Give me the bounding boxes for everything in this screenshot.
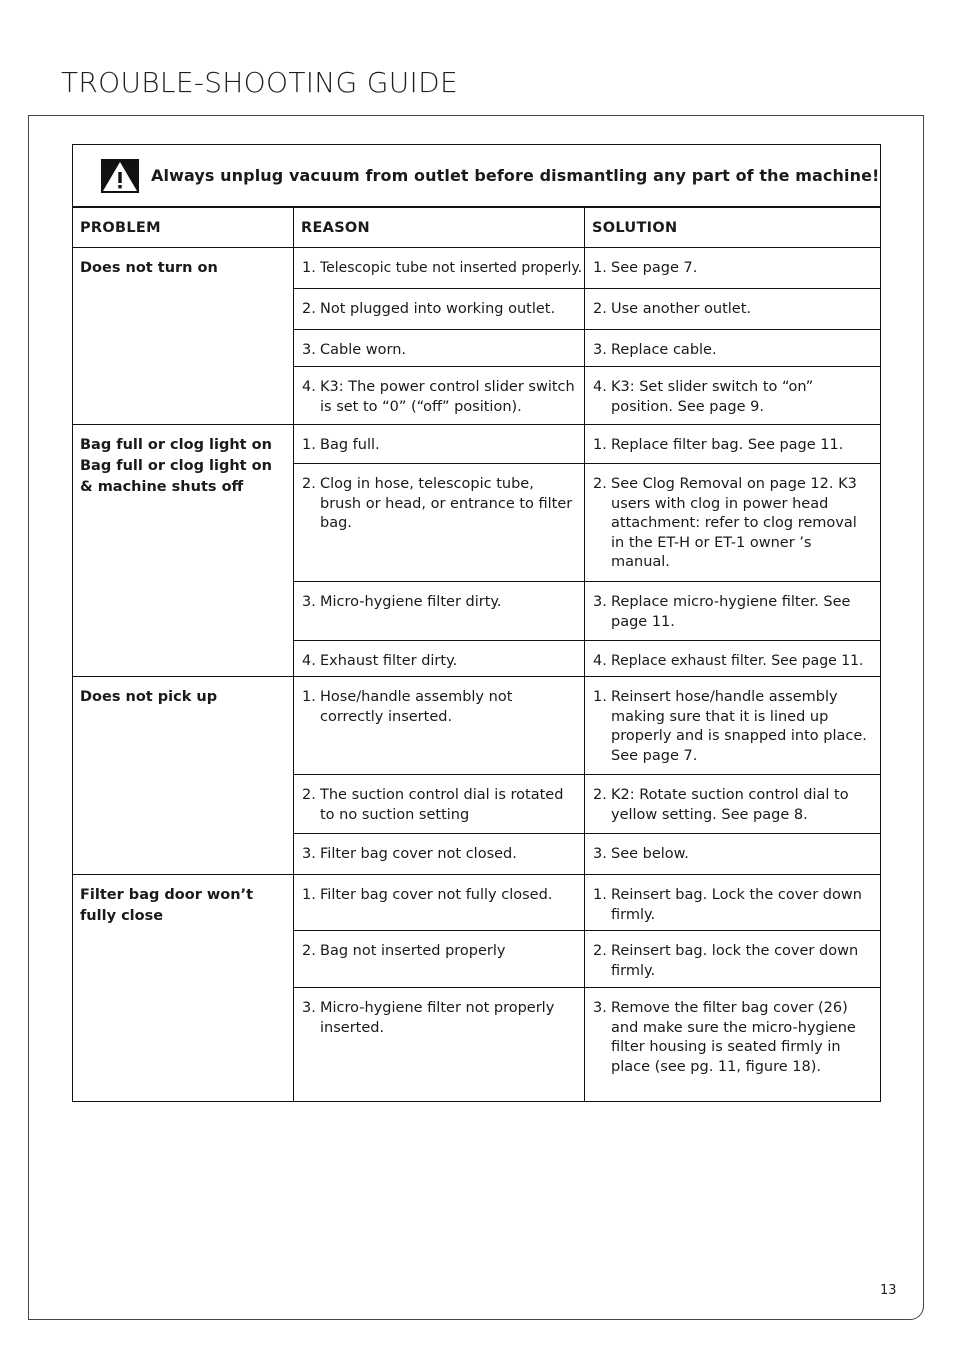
problem-cell: Does not pick up: [73, 677, 294, 875]
page-title: TROUBLE-SHOOTING GUIDE: [61, 66, 458, 99]
reason-cell: 3. Cable worn.: [294, 330, 585, 367]
solution-cell: 1. Reinsert hose/handle assembly making sure that it is lined up properly and is snapped into place. See page 7.: [585, 677, 881, 775]
reason-cell: 1. Hose/handle assembly not correctly inserted.: [294, 677, 585, 775]
solution-cell: 2. See Clog Removal on page 12. K3 users with clog in power head attachment: refer to clog removal in the ET-H or ET-1 owner ’s manual.: [585, 464, 881, 582]
reason-cell: 3. Filter bag cover not closed.: [294, 834, 585, 875]
page-number: 13: [880, 1283, 897, 1298]
reason-cell: 1. Bag full.: [294, 425, 585, 464]
solution-cell: 2. Use another outlet.: [585, 289, 881, 330]
reason-cell: 4. K3: The power control slider switch is set to “0” (“off” position).: [294, 367, 585, 425]
solution-cell: 2. K2: Rotate suction control dial to yellow setting. See page 8.: [585, 775, 881, 834]
solution-cell: 1. See page 7.: [585, 248, 881, 289]
table-row: [73, 425, 881, 464]
reason-cell: 2. Clog in hose, telescopic tube, brush or head, or entrance to filter bag.: [294, 464, 585, 582]
warning-text: Always unplug vacuum from outlet before dismantling any part of the machine!: [151, 166, 880, 185]
solution-cell: 4. Replace exhaust filter. See page 11.: [585, 641, 881, 677]
solution-cell: 3. See below.: [585, 834, 881, 875]
reason-cell: 1. Filter bag cover not fully closed.: [294, 875, 585, 931]
problem-cell: Does not turn on: [73, 248, 294, 425]
table-row: [73, 875, 881, 931]
reason-cell: 3. Micro-hygiene filter dirty.: [294, 582, 585, 641]
table-row: [73, 248, 881, 289]
solution-cell: 2. Reinsert bag. lock the cover down firmly.: [585, 931, 881, 988]
reason-cell: 2. Not plugged into working outlet.: [294, 289, 585, 330]
header-problem: PROBLEM: [73, 207, 294, 248]
solution-cell: 3. Replace micro-hygiene filter. See page 11.: [585, 582, 881, 641]
table-header-row: [73, 207, 881, 248]
troubleshooting-table: [72, 144, 881, 1102]
solution-cell: 4. K3: Set slider switch to “on” position. See page 9.: [585, 367, 881, 425]
header-solution: SOLUTION: [585, 207, 881, 248]
problem-cell: Bag full or clog light on Bag full or clog light on & machine shuts off: [73, 425, 294, 677]
solution-cell: 1. Replace filter bag. See page 11.: [585, 425, 881, 464]
reason-cell: 1. Telescopic tube not inserted properly.: [294, 248, 585, 289]
reason-cell: 4. Exhaust filter dirty.: [294, 641, 585, 677]
solution-cell: 3. Replace cable.: [585, 330, 881, 367]
warning-triangle-icon: [101, 159, 139, 193]
warning-banner: [73, 145, 881, 208]
header-reason: REASON: [294, 207, 585, 248]
table-row: [73, 677, 881, 775]
reason-cell: 2. The suction control dial is rotated to no suction setting: [294, 775, 585, 834]
reason-cell: 3. Micro-hygiene filter not properly inserted.: [294, 988, 585, 1102]
solution-cell: 3. Remove the filter bag cover (26) and make sure the micro-hygiene filter housing is seated firmly in place (see pg. 11, figure 18).: [585, 988, 881, 1102]
solution-cell: 1. Reinsert bag. Lock the cover down firmly.: [585, 875, 881, 931]
reason-cell: 2. Bag not inserted properly: [294, 931, 585, 988]
problem-cell: Filter bag door won’t fully close: [73, 875, 294, 1102]
